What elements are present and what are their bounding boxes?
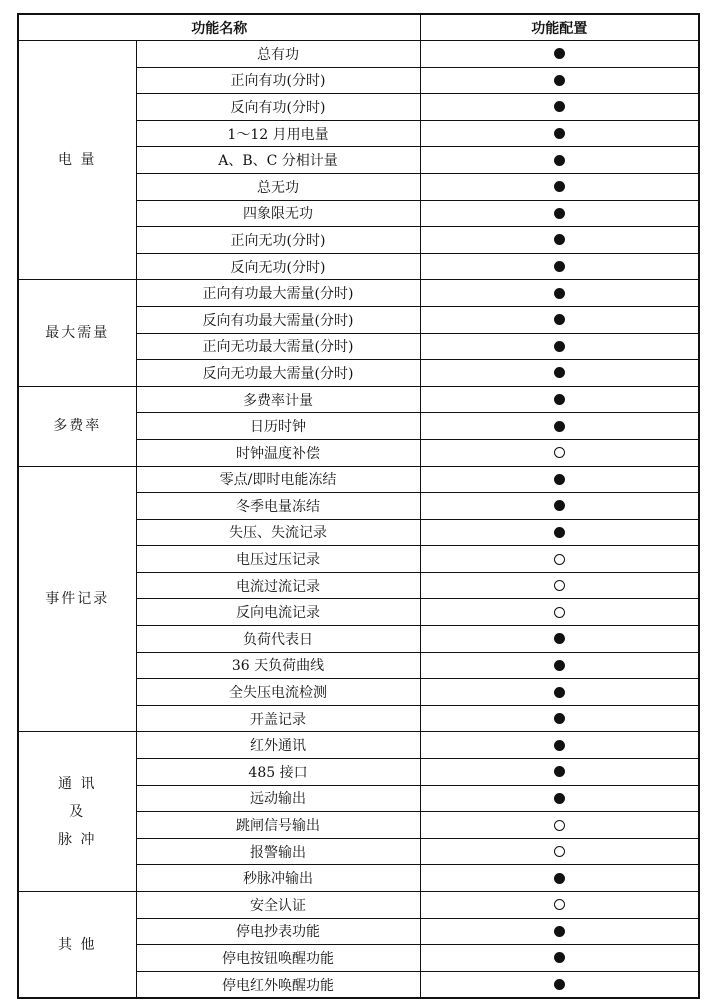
- function-config-table: [17, 13, 700, 999]
- function-name-cell: 失压、失流记录: [136, 519, 420, 546]
- header-function-name: 功能名称: [18, 14, 420, 41]
- filled-circle-icon: [554, 261, 565, 272]
- function-config-cell: [420, 785, 699, 812]
- function-config-cell: [420, 705, 699, 732]
- filled-circle-icon: [554, 101, 565, 112]
- filled-circle-icon: [554, 341, 565, 352]
- function-name-cell: 秒脉冲输出: [136, 865, 420, 892]
- group-label-cell: [18, 466, 136, 732]
- filled-circle-icon: [554, 527, 565, 538]
- function-name-cell: 开盖记录: [136, 705, 420, 732]
- function-config-cell: [420, 41, 699, 68]
- open-circle-icon: [554, 607, 565, 618]
- function-name-cell: 日历时钟: [136, 413, 420, 440]
- filled-circle-icon: [554, 740, 565, 751]
- function-config-cell: [420, 626, 699, 653]
- filled-circle-icon: [554, 314, 565, 325]
- function-name-cell: 总无功: [136, 173, 420, 200]
- filled-circle-icon: [554, 128, 565, 139]
- function-name-cell: 1～12 月用电量: [136, 120, 420, 147]
- function-name-cell: 全失压电流检测: [136, 679, 420, 706]
- function-config-cell: [420, 519, 699, 546]
- function-name-cell: 跳闸信号输出: [136, 812, 420, 839]
- function-config-cell: [420, 466, 699, 493]
- function-name-cell: 报警输出: [136, 838, 420, 865]
- function-name-cell: 485 接口: [136, 759, 420, 786]
- filled-circle-icon: [554, 421, 565, 432]
- filled-circle-icon: [554, 48, 565, 59]
- filled-circle-icon: [554, 288, 565, 299]
- open-circle-icon: [554, 447, 565, 458]
- group-label-cell: [18, 732, 136, 892]
- filled-circle-icon: [554, 873, 565, 884]
- group-label-line: 通 讯: [58, 775, 97, 792]
- filled-circle-icon: [554, 394, 565, 405]
- function-config-cell: [420, 147, 699, 174]
- function-name-cell: 零点/即时电能冻结: [136, 466, 420, 493]
- filled-circle-icon: [554, 687, 565, 698]
- header-row: [18, 14, 699, 41]
- filled-circle-icon: [554, 208, 565, 219]
- function-name-cell: 红外通讯: [136, 732, 420, 759]
- function-config-cell: [420, 227, 699, 254]
- table-row: [18, 466, 699, 493]
- function-name-cell: 时钟温度补偿: [136, 439, 420, 466]
- function-name-cell: 反向无功最大需量(分时): [136, 360, 420, 387]
- filled-circle-icon: [554, 713, 565, 724]
- function-name-cell: 四象限无功: [136, 200, 420, 227]
- function-name-cell: 总有功: [136, 41, 420, 68]
- function-name-cell: 正向有功(分时): [136, 67, 420, 94]
- function-name-cell: 停电抄表功能: [136, 918, 420, 945]
- function-name-cell: 停电红外唤醒功能: [136, 971, 420, 998]
- function-name-cell: 反向有功(分时): [136, 94, 420, 121]
- function-config-cell: [420, 865, 699, 892]
- function-config-cell: [420, 493, 699, 520]
- function-config-cell: [420, 679, 699, 706]
- function-name-cell: 反向电流记录: [136, 599, 420, 626]
- table-row: [18, 41, 699, 68]
- function-config-cell: [420, 120, 699, 147]
- function-config-cell: [420, 892, 699, 919]
- group-label-line: 多费率: [53, 418, 102, 435]
- function-config-cell: [420, 333, 699, 360]
- function-name-cell: 负荷代表日: [136, 626, 420, 653]
- filled-circle-icon: [554, 474, 565, 485]
- group-label-cell: [18, 280, 136, 386]
- function-config-cell: [420, 306, 699, 333]
- group-label-line: 事件记录: [45, 590, 110, 607]
- filled-circle-icon: [554, 926, 565, 937]
- function-name-cell: A、B、C 分相计量: [136, 147, 420, 174]
- function-name-cell: 正向有功最大需量(分时): [136, 280, 420, 307]
- group-label-line: 最大需量: [45, 325, 110, 342]
- function-name-cell: 多费率计量: [136, 386, 420, 413]
- open-circle-icon: [554, 554, 565, 565]
- filled-circle-icon: [554, 660, 565, 671]
- header-function-config: 功能配置: [420, 14, 699, 41]
- function-name-cell: 电压过压记录: [136, 546, 420, 573]
- function-name-cell: 反向有功最大需量(分时): [136, 306, 420, 333]
- table-row: [18, 280, 699, 307]
- table-row: [18, 892, 699, 919]
- function-config-cell: [420, 572, 699, 599]
- filled-circle-icon: [554, 234, 565, 245]
- function-config-cell: [420, 918, 699, 945]
- function-name-cell: 冬季电量冻结: [136, 493, 420, 520]
- function-config-cell: [420, 67, 699, 94]
- filled-circle-icon: [554, 766, 565, 777]
- open-circle-icon: [554, 846, 565, 857]
- function-config-cell: [420, 94, 699, 121]
- function-config-cell: [420, 360, 699, 387]
- function-name-cell: 正向无功最大需量(分时): [136, 333, 420, 360]
- function-name-cell: 正向无功(分时): [136, 227, 420, 254]
- function-name-cell: 安全认证: [136, 892, 420, 919]
- table-row: [18, 386, 699, 413]
- filled-circle-icon: [554, 155, 565, 166]
- function-config-cell: [420, 546, 699, 573]
- function-config-cell: [420, 732, 699, 759]
- filled-circle-icon: [554, 793, 565, 804]
- function-config-cell: [420, 945, 699, 972]
- function-config-cell: [420, 386, 699, 413]
- open-circle-icon: [554, 899, 565, 910]
- function-config-cell: [420, 599, 699, 626]
- function-name-cell: 停电按钮唤醒功能: [136, 945, 420, 972]
- group-label-line: 电 量: [58, 152, 97, 169]
- function-config-cell: [420, 652, 699, 679]
- filled-circle-icon: [554, 367, 565, 378]
- group-label-line: 其 他: [58, 936, 97, 953]
- function-config-cell: [420, 838, 699, 865]
- filled-circle-icon: [554, 500, 565, 511]
- function-config-cell: [420, 173, 699, 200]
- filled-circle-icon: [554, 979, 565, 990]
- function-config-cell: [420, 280, 699, 307]
- group-label-cell: [18, 41, 136, 280]
- function-name-cell: 电流过流记录: [136, 572, 420, 599]
- function-name-cell: 反向无功(分时): [136, 253, 420, 280]
- filled-circle-icon: [554, 181, 565, 192]
- filled-circle-icon: [554, 952, 565, 963]
- filled-circle-icon: [554, 75, 565, 86]
- function-name-cell: 36 天负荷曲线: [136, 652, 420, 679]
- open-circle-icon: [554, 820, 565, 831]
- function-config-cell: [420, 812, 699, 839]
- filled-circle-icon: [554, 633, 565, 644]
- function-config-cell: [420, 413, 699, 440]
- group-label-line: 及: [69, 803, 86, 820]
- table-body: [18, 41, 699, 999]
- table-row: [18, 732, 699, 759]
- group-label-cell: [18, 386, 136, 466]
- function-config-cell: [420, 971, 699, 998]
- function-config-cell: [420, 253, 699, 280]
- function-table-container: [17, 13, 698, 999]
- function-name-cell: 远动输出: [136, 785, 420, 812]
- function-config-cell: [420, 759, 699, 786]
- group-label-cell: [18, 892, 136, 999]
- open-circle-icon: [554, 580, 565, 591]
- function-config-cell: [420, 439, 699, 466]
- group-label-line: 脉 冲: [58, 831, 97, 848]
- function-config-cell: [420, 200, 699, 227]
